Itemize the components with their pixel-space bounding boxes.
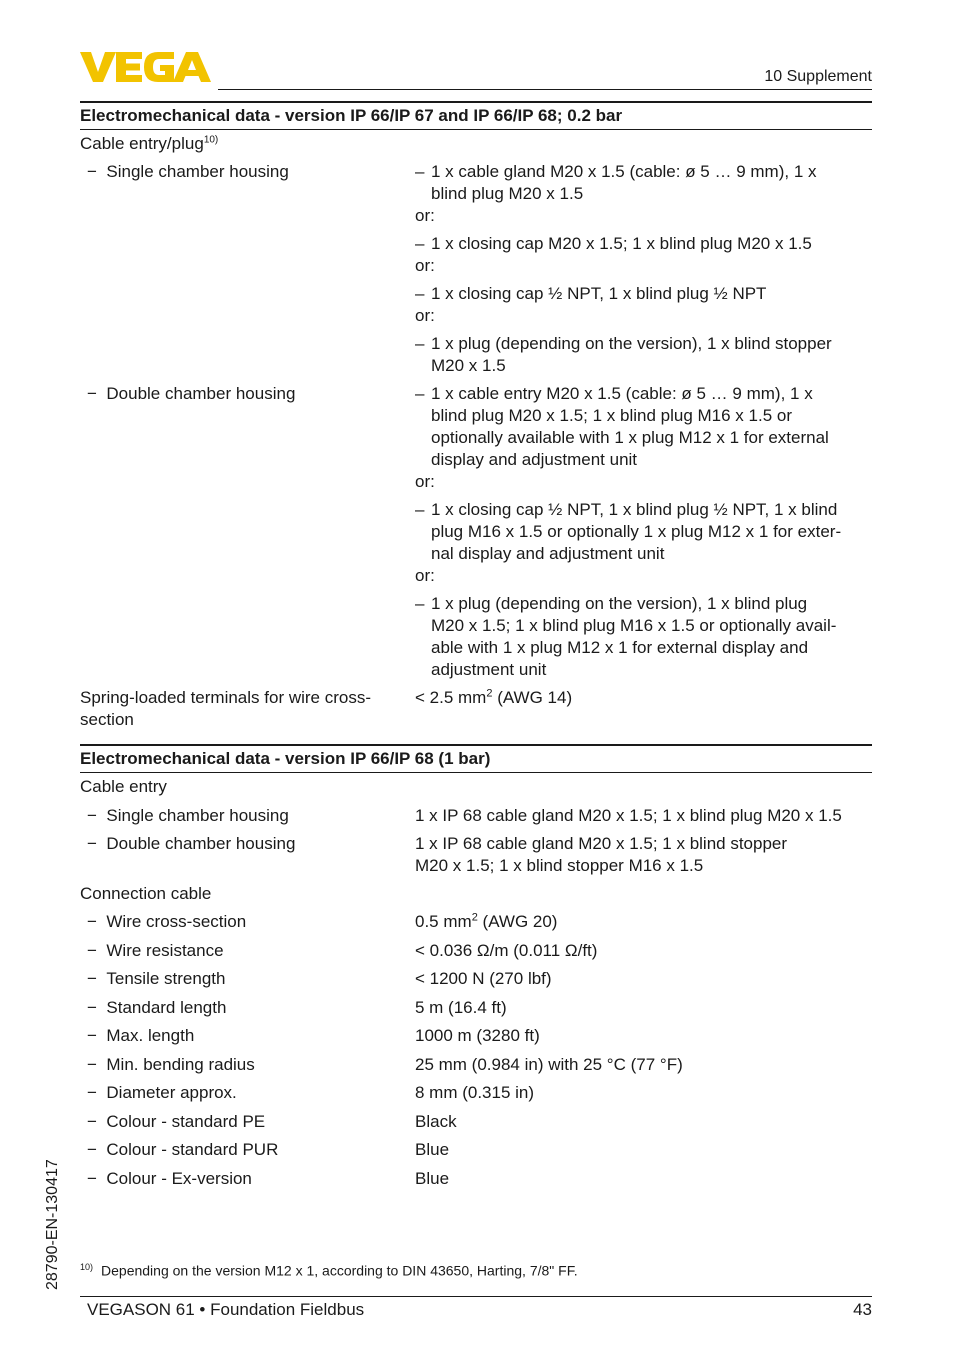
section-rule-top	[80, 744, 872, 746]
footnote-ref: 10)	[203, 134, 219, 146]
double-chamber-label: − Double chamber housing	[87, 834, 296, 853]
section-title: Electromechanical data - version IP 66/IP 68 (1 bar)	[80, 749, 491, 768]
or-text: or:	[415, 306, 435, 325]
spec-label: − Standard length	[87, 998, 227, 1017]
or-text: or:	[415, 472, 435, 491]
section-rule-top	[80, 101, 872, 103]
list-item: – 1 x closing cap ½ NPT, 1 x blind plug ½ NPT, 1 x blind plug M16 x 1.5 or optionally 1 x plug M12 x 1 for exter- nal display and adjustment unit	[415, 500, 842, 563]
cable-entry-label: Cable entry/plug$^{10)}$	[80, 134, 219, 153]
document-code: 28790-EN-130417	[44, 1159, 61, 1290]
spec-value: Black	[415, 1112, 457, 1131]
or-text: or:	[415, 256, 435, 275]
list-item: – 1 x plug (depending on the version), 1 x blind stopper M20 x 1.5	[415, 334, 832, 375]
spec-label: − Colour - standard PE	[87, 1112, 266, 1131]
spec-label: − Wire cross-section	[87, 912, 247, 931]
spec-value: < 1200 N (270 lbf)	[415, 969, 552, 988]
spec-value: 0.5 $mm^2$ (AWG 20)	[415, 911, 558, 931]
footer-title: VEGASON 61 • Foundation Fieldbus	[87, 1300, 365, 1319]
double-chamber-value: 1 x IP 68 cable gland M20 x 1.5; 1 x blind stopper M20 x 1.5; 1 x blind stopper M16 x 1.5	[415, 834, 788, 875]
spec-value: 25 mm (0.984 in) with 25 °C (77 °F)	[415, 1055, 683, 1074]
list-item: – 1 x closing cap ½ NPT, 1 x blind plug ½ NPT	[415, 284, 767, 303]
single-chamber-label: − Single chamber housing	[87, 806, 289, 825]
footer-rule	[80, 1296, 872, 1297]
spec-value: 1000 m (3280 ft)	[415, 1026, 540, 1045]
spec-value: < 0.036 Ω/m (0.011 Ω/ft)	[415, 941, 598, 960]
cable-entry-label: Cable entry	[80, 777, 167, 796]
section-title: Electromechanical data - version IP 66/IP 67 and IP 66/IP 68; 0.2 bar	[80, 106, 623, 125]
spec-label: − Min. bending radius	[87, 1055, 255, 1074]
single-chamber-label: − Single chamber housing	[87, 162, 289, 181]
header-rule	[218, 89, 872, 90]
list-item: – 1 x closing cap M20 x 1.5; 1 x blind plug M20 x 1.5	[415, 234, 812, 253]
spec-label: − Colour - Ex-version	[87, 1169, 252, 1188]
spec-label: − Diameter approx.	[87, 1083, 237, 1102]
terminals-value: < 2.5 $mm^2$ (AWG 14)	[415, 687, 573, 707]
terminals-label: Spring-loaded terminals for wire cross- section	[80, 688, 371, 729]
footnote: $^{10)}$ Depending on the version M12 x 1, according to DIN 43650, Harting, 7/8" FF.	[80, 1262, 578, 1279]
spec-value: 5 m (16.4 ft)	[415, 998, 507, 1017]
spec-value: 8 mm (0.315 in)	[415, 1083, 535, 1102]
or-text: or:	[415, 566, 435, 585]
section-rule-bottom	[80, 129, 872, 130]
list-item: – 1 x cable gland M20 x 1.5 (cable: ø 5 … 9 mm), 1 x blind plug M20 x 1.5	[415, 162, 817, 203]
chapter-label: 10 Supplement	[764, 68, 872, 85]
spec-label: − Max. length	[87, 1026, 195, 1045]
page-number: 43	[853, 1300, 872, 1319]
spec-label: − Colour - standard PUR	[87, 1140, 279, 1159]
spec-value: Blue	[415, 1169, 450, 1188]
spec-label: − Wire resistance	[87, 941, 224, 960]
single-chamber-value: 1 x IP 68 cable gland M20 x 1.5; 1 x blind plug M20 x 1.5	[415, 806, 842, 825]
or-text: or:	[415, 206, 435, 225]
connection-cable-label: Connection cable	[80, 884, 212, 903]
spec-value: Blue	[415, 1140, 450, 1159]
section-rule-bottom	[80, 772, 872, 773]
spec-label: − Tensile strength	[87, 969, 226, 988]
double-chamber-label: − Double chamber housing	[87, 384, 296, 403]
list-item: – 1 x cable entry M20 x 1.5 (cable: ø 5 … 9 mm), 1 x blind plug M20 x 1.5; 1 x blind plug M16 x 1.5 or optionally available with 1 x plug M12 x 1 for external display and adjustment unit	[415, 384, 829, 469]
list-item: – 1 x plug (depending on the version), 1 x blind plug M20 x 1.5; 1 x blind plug M16 x 1.5 or optionally avail- able with 1 x plug M12 x 1 for external display and adjustment unit	[415, 594, 837, 679]
vega-logo	[80, 50, 212, 84]
